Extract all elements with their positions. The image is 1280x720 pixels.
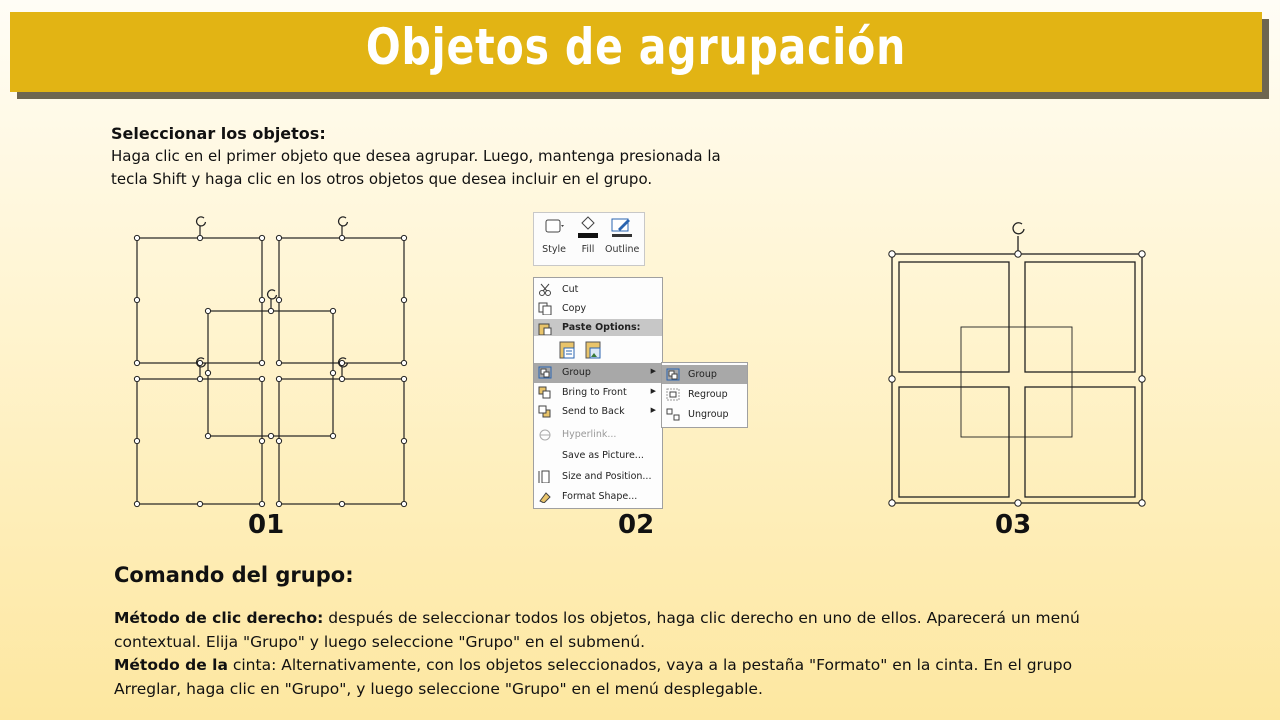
method-ribbon-text: cinta: Alternativamente, con los objetos seleccionados, vaya a la pestaña "Formato" en la cinta. En el grupo Arreglar, haga clic en "Grupo", y luego seleccione "Grupo" en el menú desplegable. [114,656,1073,698]
submenu-arrow-icon: ▶ [650,367,656,375]
context-menu [533,277,663,509]
menu-item-copy[interactable]: Copy [534,299,662,318]
figure-01-selected-shapes [128,208,418,513]
menu-item-save-as-picture[interactable]: Save as Picture... [562,450,644,461]
page-title: Objetos de agrupación [365,18,907,76]
format-shape-icon [538,490,552,503]
intro-line-2: tecla Shift y haga clic en los otros objetos que desea incluir en el grupo. [111,170,653,188]
figure-label-02: 02 [618,510,655,540]
submenu-arrow-icon: ▶ [650,406,656,414]
outline-label: Outline [605,244,640,255]
shape-outline-button[interactable] [605,213,639,265]
submenu-arrow-icon: ▶ [650,387,656,395]
hyperlink-icon [538,428,552,441]
submenu-item-ungroup[interactable]: Ungroup [662,405,747,424]
menu-item-size-and-position[interactable]: Size and Position... [534,467,662,486]
format-ribbon-group [533,212,645,266]
method-right-click-text: después de seleccionar todos los objetos, haga clic derecho en uno de ellos. Aparecerá un menú contextual. Elija "Grupo" y luego seleccione "Grupo" en el submenú. [114,609,1080,651]
section-title: Comando del grupo: [114,563,354,587]
menu-item-hyperlink[interactable]: Hyperlink... [534,425,662,444]
intro-line-1: Haga clic en el primer objeto que desea agrupar. Luego, mantenga presionada la [111,147,721,165]
outline-pen-icon [610,215,634,239]
paste-icon [538,322,552,335]
title-banner [10,12,1262,92]
bring-to-front-icon [538,386,552,399]
intro-block [111,122,731,191]
size-position-icon [538,470,552,483]
method-ribbon [114,653,1114,701]
intro-heading: Seleccionar los objetos: [111,124,326,143]
fill-label: Fill [581,244,595,255]
style-label: Style [542,244,566,255]
paste-as-picture-icon[interactable] [584,340,604,360]
fill-bucket-icon [576,215,600,239]
figure-label-03: 03 [995,510,1032,540]
paste-keep-formatting-icon[interactable] [558,340,578,360]
method-right-click [114,606,1114,654]
paste-options-header: Paste Options: [534,319,662,336]
figure-03-grouped-shapes [884,216,1152,511]
menu-item-cut[interactable]: Cut [534,280,662,299]
send-to-back-icon [538,405,552,418]
menu-item-send-to-back[interactable]: Send to Back ▶ [534,402,662,421]
menu-item-format-shape[interactable]: Format Shape... [534,487,662,506]
shape-style-button[interactable] [537,213,571,265]
figure-label-01: 01 [248,510,285,540]
menu-item-group[interactable]: Group ▶ [534,363,662,383]
group-icon [666,368,680,381]
ungroup-icon [666,408,680,421]
style-icon [543,217,565,237]
method-right-click-label: Método de clic derecho: [114,609,324,627]
menu-item-bring-to-front[interactable]: Bring to Front ▶ [534,383,662,402]
copy-icon [538,302,552,315]
method-ribbon-label: Método de la [114,656,228,674]
group-icon [538,366,552,379]
scissors-icon [538,283,552,296]
group-submenu [661,362,748,428]
shape-fill-button[interactable] [571,213,605,265]
submenu-item-group[interactable]: Group [662,365,747,384]
submenu-item-regroup[interactable]: Regroup [662,385,747,404]
regroup-icon [666,388,680,401]
